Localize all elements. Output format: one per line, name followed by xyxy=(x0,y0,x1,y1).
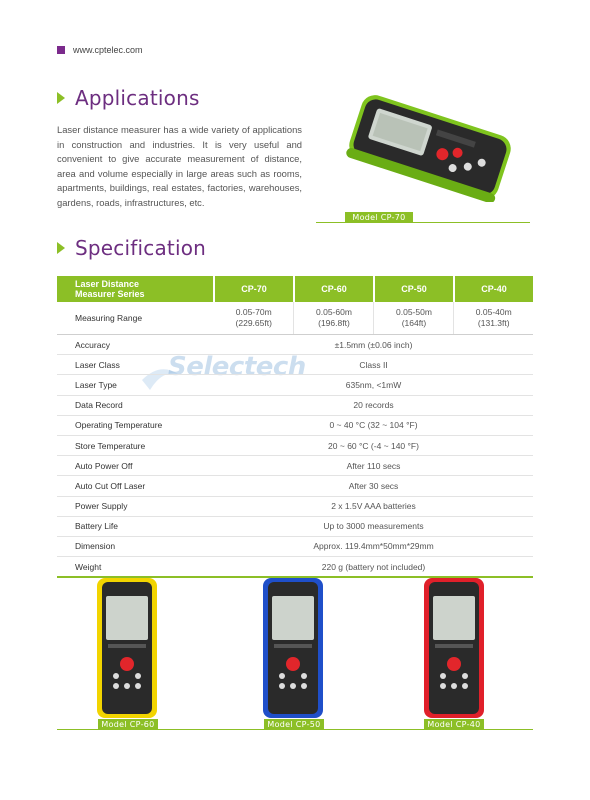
applications-text: Laser distance measurer has a wide variety of applications in construction and industries. It is very useful and convenient to give accurate measurement of distance, area and volume especially in large areas such as rooms, apartments, buildings, real estates, factories, warehouses, gardens, roads, infrastructures, etc. xyxy=(57,124,302,208)
spec-value: Up to 3000 measurements xyxy=(214,516,533,536)
specification-title xyxy=(57,236,206,260)
applications-title-text: Applications xyxy=(75,86,200,110)
spec-value: Class II xyxy=(214,355,533,375)
products-caption-line xyxy=(57,729,533,730)
spec-row xyxy=(57,476,533,496)
spec-label: Weight xyxy=(57,557,214,578)
page-header xyxy=(57,45,143,55)
device-cp40-image xyxy=(423,578,485,718)
range-cp50: 0.05-50m (164ft) xyxy=(374,302,454,335)
spec-value: Approx. 119.4mm*50mm*29mm xyxy=(214,536,533,556)
spec-value: 635nm, <1mW xyxy=(214,375,533,395)
cp70-caption-line xyxy=(316,222,530,223)
device-cp60-image xyxy=(96,578,158,718)
spec-label: Measuring Range xyxy=(57,302,214,335)
range-cp60: 0.05-60m (196.8ft) xyxy=(294,302,374,335)
spec-value: ±1.5mm (±0.06 inch) xyxy=(214,335,533,355)
spec-row xyxy=(57,355,533,375)
spec-label: Power Supply xyxy=(57,496,214,516)
series-header: Laser Distance Measurer Series xyxy=(57,276,214,302)
model-header-cp70: CP-70 xyxy=(214,276,294,302)
device-cp70-image xyxy=(340,92,520,202)
spec-row-measuring-range xyxy=(57,302,533,335)
watermark: Selectech xyxy=(168,352,306,382)
spec-row xyxy=(57,516,533,536)
device-cp50-image xyxy=(262,578,324,718)
spec-row xyxy=(57,557,533,578)
cp60-caption: Model CP-60 xyxy=(98,719,158,730)
spec-row xyxy=(57,395,533,415)
play-arrow-icon xyxy=(57,92,65,104)
model-header-cp40: CP-40 xyxy=(454,276,533,302)
spec-table xyxy=(57,276,533,578)
spec-label: Dimension xyxy=(57,536,214,556)
spec-label: Laser Class xyxy=(57,355,214,375)
applications-title xyxy=(57,86,200,110)
spec-label: Store Temperature xyxy=(57,435,214,455)
spec-value: After 30 secs xyxy=(214,476,533,496)
spec-row xyxy=(57,335,533,355)
spec-label: Operating Temperature xyxy=(57,415,214,435)
spec-header-row xyxy=(57,276,533,302)
cp40-caption: Model CP-40 xyxy=(424,719,484,730)
model-header-cp60: CP-60 xyxy=(294,276,374,302)
spec-label: Battery Life xyxy=(57,516,214,536)
range-cp70: 0.05-70m (229.65ft) xyxy=(214,302,294,335)
spec-row xyxy=(57,375,533,395)
header-square-icon xyxy=(57,46,65,54)
spec-row xyxy=(57,536,533,556)
spec-value: 2 x 1.5V AAA batteries xyxy=(214,496,533,516)
model-header-cp50: CP-50 xyxy=(374,276,454,302)
spec-row xyxy=(57,435,533,455)
spec-value: 220 g (battery not included) xyxy=(214,557,533,578)
spec-row xyxy=(57,496,533,516)
range-cp40: 0.05-40m (131.3ft) xyxy=(454,302,533,335)
spec-value: After 110 secs xyxy=(214,456,533,476)
specification-title-text: Specification xyxy=(75,236,207,260)
spec-label: Auto Cut Off Laser xyxy=(57,476,214,496)
spec-value: 20 records xyxy=(214,395,533,415)
spec-label: Data Record xyxy=(57,395,214,415)
play-arrow-icon xyxy=(57,242,65,254)
spec-row xyxy=(57,415,533,435)
cp50-caption: Model CP-50 xyxy=(264,719,324,730)
spec-value: 0 ~ 40 °C (32 ~ 104 °F) xyxy=(214,415,533,435)
spec-value: 20 ~ 60 °C (-4 ~ 140 °F) xyxy=(214,435,533,455)
header-url[interactable]: www.cptelec.com xyxy=(73,45,143,55)
spec-label: Accuracy xyxy=(57,335,214,355)
spec-row xyxy=(57,456,533,476)
cp70-caption: Model CP-70 xyxy=(345,212,413,223)
spec-label: Laser Type xyxy=(57,375,214,395)
spec-label: Auto Power Off xyxy=(57,456,214,476)
